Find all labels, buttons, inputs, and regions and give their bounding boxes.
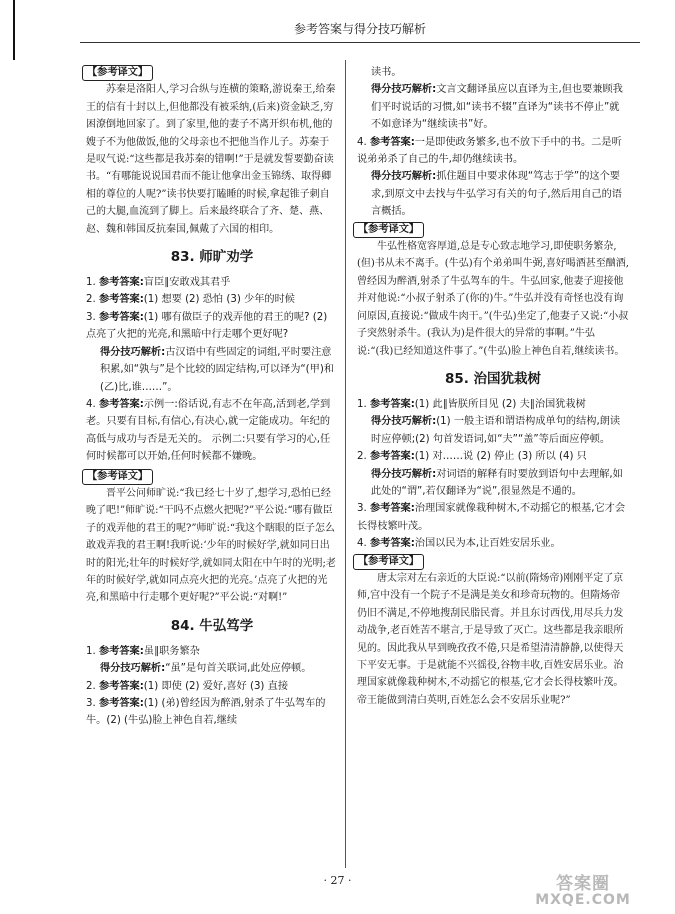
s84-q2: 2. 参考答案:(1) 即使 (2) 爱好,喜好 (3) 直接: [86, 680, 289, 692]
right-column: [357, 64, 629, 709]
translation-tag: 【参考译文】: [353, 554, 424, 570]
translation-tag: 【参考译文】: [82, 65, 153, 81]
s83-q1: 1. 参考答案:盲臣∥安敢戏其君乎: [86, 277, 231, 289]
translation-tag: 【参考译文】: [82, 469, 153, 485]
s84-q1-skill: 得分技巧解析:“虽”是句首关联词,此处应停顿。: [100, 663, 312, 675]
s85-q3: 3. 参考答案:治理国家就像栽种树木,不动摇它的根基,它才会长得枝繁叶茂。: [357, 503, 626, 532]
s85-q2: 2. 参考答案:(1) 对……说 (2) 停止 (3) 所以 (4) 只: [357, 451, 587, 463]
translation-tag: 【参考译文】: [353, 222, 424, 238]
s83-q3-skill: 得分技巧解析:古汉语中有些固定的词组,平时要注意积累,如“孰与”是个比较的固定结构,可以译为“(甲)和(乙)比,谁……”。: [100, 346, 335, 393]
s84-q4: 4. 参考答案:一是即使政务繁多,也不放下手中的书。二是听说弟弟杀了自己的牛,却仍继续读书。: [357, 136, 622, 166]
left-column: [86, 64, 338, 730]
s84-q3-skill: 得分技巧解析:文言文翻译虽应以直译为主,但也要兼顾我们平时说话的习惯,如“读书不辍”直译为“读书不停止”就不如意译为“继续读书”好。: [371, 84, 623, 131]
s85-q1: 1. 参考答案:(1) 此∥皆朕所目见 (2) 夫∥治国犹栽树: [357, 398, 586, 410]
s84-q1: 1. 参考答案:虽∥职务繁杂: [86, 645, 200, 657]
binding-line: [13, 0, 15, 60]
s84-q3-cont: 读书。: [371, 67, 402, 78]
s85-q1-skill: 得分技巧解析:(1) 一般主语和谓语构成单句的结构,朗读时应停顿;(2) 句首发语词,如“夫”“盖”等后面应停顿。: [371, 416, 621, 445]
s85-q4: 4. 参考答案:治国以民为本,让百姓安居乐业。: [357, 538, 561, 550]
s83-q2: 2. 参考答案:(1) 想要 (2) 恐怕 (3) 少年的时候: [86, 294, 295, 306]
section-83-title: 83. 师旷劝学: [170, 249, 254, 266]
s84-q4-skill: 得分技巧解析:抓住题目中要求体现“笃志于学”的这个要求,到原文中去找与牛弘学习有关的句子,然后用自己的语言概括。: [371, 171, 622, 218]
watermark-logo: [513, 876, 653, 908]
s83-q3: 3. 参考答案:(1) 哪有做臣子的戏弄他的君王的呢? (2) 点亮了火把的光亮,和黑暗中行走哪个更好呢?: [86, 311, 328, 341]
header-rule: [80, 42, 640, 43]
s84-q3: 3. 参考答案:(1) (弟)曾经因为醉酒,射杀了牛弘驾车的牛。(2) (牛弘)脸上神色自若,继续: [86, 698, 326, 727]
watermark-top: 答案圈: [556, 874, 610, 894]
s83-q4: 4. 参考答案:示例一:俗话说,有志不在年高,活到老,学到老。只要有目标,有信心,有决心,就一定能成功。年纪的高低与成功与否是无关的。 示例二:只要有学习的心,任何时候都可以开始,任何时候都不嫌晚。: [86, 398, 331, 463]
s82-translation: 苏秦是洛阳人,学习合纵与连横的策略,游说秦王,给秦王的信有十封以上,但他都没有被采纳,(后来)资金缺乏,穷困潦倒地回家了。到了家里,他的妻子不离开织布机,他的嫂子不为他做饭,他的父母亲也不把他当作儿子。苏秦于是叹气说:“这些都是我苏秦的错啊!”于是就发誓要勤奋读书。“有哪能说说国君而不能让他拿出金玉锦绣、取得卿相的尊位的人呢?”读书快要打瞌睡的时候,拿起锥子刺自己的大腿,血流到了脚上。后来最终联合了齐、楚、燕、赵、魏和韩国反抗秦国,佩戴了六国的相印。: [86, 84, 336, 235]
s85-translation: 唐太宗对左右亲近的大臣说:“以前(隋炀帝)刚刚平定了京师,宫中没有一个院子不是满是美女和珍奇玩物的。但隋炀帝仍旧不满足,不停地搜刮民脂民膏。并且东讨西伐,用尽兵力发动战争,老百姓苦不堪言,于是导致了灭亡。这些都是我亲眼所见的。因此我从早到晚孜孜不倦,只是希望清清静静,以使得天下平安无事。于是就能不兴徭役,谷物丰收,百姓安居乐业。治理国家就像栽种树木,不动摇它的根基,它才会长得枝繁叶茂。帝王能做到清白英明,百姓怎么会不安居乐业呢?”: [357, 572, 624, 706]
column-divider: [345, 60, 346, 868]
watermark-bottom: MXQE.COM: [535, 892, 631, 908]
section-84-title: 84. 牛弘笃学: [170, 617, 254, 634]
s84-translation: 牛弘性格宽容厚道,总是专心致志地学习,即使职务繁杂,(但)书从未不离手。(牛弘)有个弟弟叫牛弼,喜好喝酒甚至酗酒,曾经因为醉酒,射杀了牛弘驾车的牛。牛弘回家,他妻子迎接他并对他说:“小叔子射杀了(你的)牛。”牛弘并没有奇怪也没有询问原因,直接说:“做成牛肉干。”(牛弘)坐定了,他妻子又说:“小叔子突然射杀牛。(我认为)是件很大的异常的事啊。”牛弘说:“(我)已经知道这件事了。”(牛弘)脸上神色自若,继续读书。: [357, 241, 629, 357]
page-number: · 27 ·: [323, 874, 352, 887]
section-85-title: 85. 治国犹栽树: [444, 370, 542, 387]
s85-q2-skill: 得分技巧解析:对词语的解释有时要放到语句中去理解,如此处的“谓”,若仅翻译为“说”,很显然是不通的。: [371, 468, 623, 497]
page-header: 参考答案与得分技巧解析: [293, 22, 426, 36]
s83-translation: 晋平公问师旷说:“我已经七十岁了,想学习,恐怕已经晚了吧!”师旷说:“干吗不点燃火把呢?”平公说:“哪有做臣子的戏弄他的君王的呢?”师旷说:“我这个瞎眼的臣子怎么敢戏弄我的君王啊!我听说:‘少年的时候好学,就如同日出时的阳光;壮年的时候好学,就如同太阳在中午时的光明;老年的时候好学,就如同点亮火把的光亮。’点亮了火把的光亮,和黑暗中行走哪个更好呢?”平公说:“对啊!”: [86, 487, 336, 604]
